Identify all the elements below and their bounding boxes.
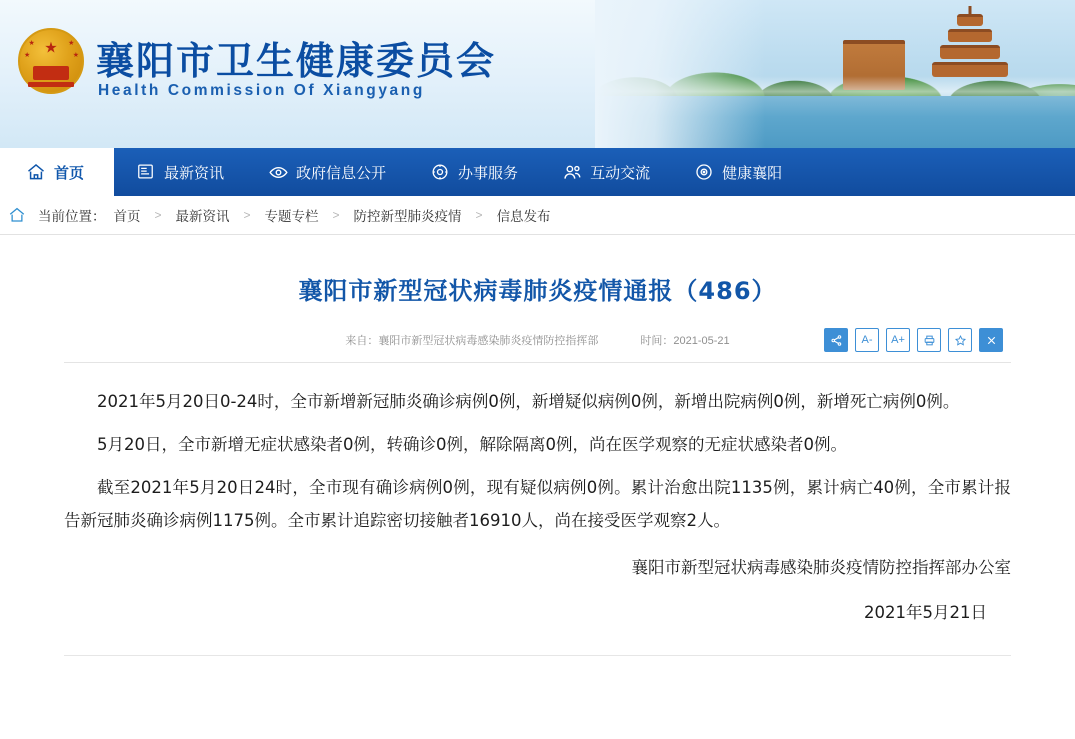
article-bottom-divider bbox=[64, 655, 1011, 656]
site-title-zh: 襄阳市卫生健康委员会 bbox=[96, 39, 497, 83]
share-icon[interactable] bbox=[824, 328, 848, 352]
nav-item-healthy-xiangyang[interactable] bbox=[672, 148, 804, 196]
emblem-small-star: ★ bbox=[68, 39, 75, 47]
font-increase-icon[interactable]: A+ bbox=[886, 328, 910, 352]
people-icon bbox=[562, 162, 582, 182]
banner-scenery-image bbox=[595, 0, 1075, 148]
pagoda-tier bbox=[932, 62, 1008, 77]
article-signature: 襄阳市新型冠状病毒感染肺炎疫情防控指挥部办公室 bbox=[631, 558, 1011, 577]
nav-item-interaction[interactable] bbox=[540, 148, 672, 196]
home-icon bbox=[26, 162, 46, 182]
news-icon bbox=[136, 162, 156, 182]
favorite-icon[interactable] bbox=[948, 328, 972, 352]
emblem-small-star: ★ bbox=[72, 51, 80, 59]
nav-item-home[interactable] bbox=[0, 148, 114, 196]
nav-item-government-info-label: 政府信息公开 bbox=[296, 164, 387, 182]
emblem-star: ★ bbox=[44, 39, 58, 57]
breadcrumb-separator: > bbox=[243, 208, 251, 222]
nav-item-government-info[interactable] bbox=[246, 148, 408, 196]
article-source bbox=[345, 332, 598, 348]
article-source-label: 来自： bbox=[345, 335, 379, 347]
site-header-banner bbox=[0, 0, 1075, 148]
emblem-base bbox=[28, 82, 74, 87]
nav-item-home-label: 首页 bbox=[54, 164, 85, 182]
article-meta bbox=[64, 332, 1011, 363]
eye-icon bbox=[268, 162, 288, 182]
breadcrumb-separator: > bbox=[332, 208, 340, 222]
nav-item-services-label: 办事服务 bbox=[458, 164, 519, 182]
article-time-value: 2021-05-21 bbox=[673, 335, 730, 347]
nav-item-news[interactable] bbox=[114, 148, 246, 196]
article-signature-date: 2021年5月21日 bbox=[864, 603, 987, 622]
pagoda-tier bbox=[940, 45, 1000, 59]
article bbox=[0, 235, 1075, 656]
article-toolbar bbox=[824, 328, 1003, 352]
target-icon bbox=[694, 162, 714, 182]
scenery-pagoda bbox=[925, 6, 1015, 84]
breadcrumb-item-1[interactable]: 最新资讯 bbox=[175, 209, 230, 224]
nav-item-interaction-label: 互动交流 bbox=[590, 164, 651, 182]
breadcrumb-home-icon[interactable] bbox=[8, 206, 26, 224]
article-time bbox=[640, 332, 729, 348]
article-paragraph: 5月20日，全市新增无症状感染者0例，转确诊0例，解除隔离0例，尚在医学观察的无症状感染者0例。 bbox=[97, 435, 847, 454]
national-emblem-icon bbox=[18, 28, 84, 94]
emblem-small-star: ★ bbox=[23, 51, 31, 59]
article-paragraph: 2021年5月20日0-24时，全市新增新冠肺炎确诊病例0例，新增疑似病例0例，新增出院病例0例，新增死亡病例0例。 bbox=[97, 392, 960, 411]
gear-icon bbox=[430, 162, 450, 182]
breadcrumb-item-4[interactable]: 信息发布 bbox=[496, 209, 551, 224]
article-body bbox=[64, 363, 1011, 629]
breadcrumb-separator: > bbox=[154, 208, 162, 222]
close-icon[interactable] bbox=[979, 328, 1003, 352]
nav-item-services[interactable] bbox=[408, 148, 540, 196]
pagoda-tier bbox=[957, 14, 983, 26]
breadcrumb bbox=[0, 196, 1075, 235]
font-decrease-icon[interactable]: A- bbox=[855, 328, 879, 352]
site-title-en: Health Commission Of Xiangyang bbox=[98, 82, 425, 99]
print-icon[interactable] bbox=[917, 328, 941, 352]
article-paragraph: 截至2021年5月20日24时，全市现有确诊病例0例，现有疑似病例0例。累计治愈出院1135例，累计病亡40例，全市累计报告新冠肺炎确诊病例1175例。全市累计追踪密切接触者16910人，尚在接受医学观察2人。 bbox=[64, 478, 1011, 530]
breadcrumb-prefix: 当前位置： bbox=[38, 209, 106, 224]
article-time-label: 时间： bbox=[640, 335, 674, 347]
breadcrumb-item-3[interactable]: 防控新型肺炎疫情 bbox=[353, 209, 462, 224]
article-source-value: 襄阳市新型冠状病毒感染肺炎疫情防控指挥部 bbox=[378, 335, 599, 347]
breadcrumb-separator: > bbox=[475, 208, 483, 222]
emblem-small-star: ★ bbox=[28, 39, 35, 47]
main-navigation bbox=[0, 148, 1075, 196]
pagoda-tier bbox=[948, 29, 992, 42]
breadcrumb-item-0[interactable]: 首页 bbox=[113, 209, 141, 224]
breadcrumb-item-2[interactable]: 专题专栏 bbox=[264, 209, 319, 224]
nav-item-healthy-xiangyang-label: 健康襄阳 bbox=[722, 164, 783, 182]
nav-item-news-label: 最新资讯 bbox=[164, 164, 225, 182]
page-title: 襄阳市新型冠状病毒肺炎疫情通报（486） bbox=[298, 277, 777, 305]
scenery-fade-overlay bbox=[595, 0, 765, 148]
emblem-gate bbox=[33, 66, 69, 80]
